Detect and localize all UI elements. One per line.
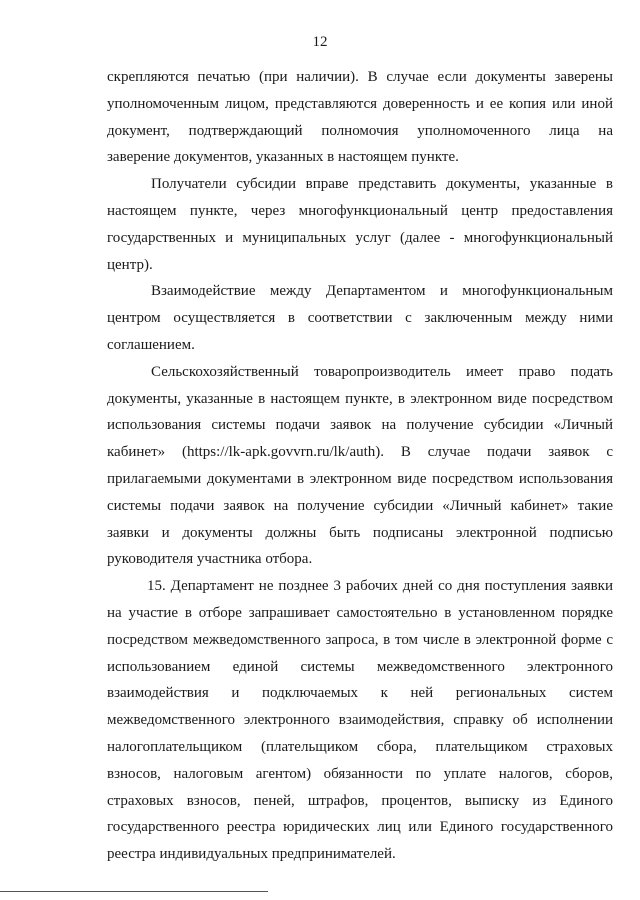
text-line: системы подачи заявок на получение субсидии «Личный кабинет» такие (107, 497, 613, 514)
page-number: 12 (312, 34, 328, 50)
text-line: скрепляются печатью (при наличии). В случае если документы заверены (107, 69, 613, 85)
text-line: взносов, налоговым агентом) обязанности по уплате налогов, сборов, (107, 765, 613, 782)
text-line: уполномоченным лицом, представляются доверенность и ее копия или иной (107, 95, 613, 112)
footnote-divider (0, 891, 268, 892)
text-line: центр). (107, 256, 153, 273)
text-line: налогоплательщиком (плательщиком сбора, плательщиком страховых (107, 738, 613, 755)
text-line: реестра индивидуальных предпринимателей. (107, 846, 396, 863)
text-line: использования системы подачи заявок на получение субсидии «Личный (107, 417, 613, 434)
text-line: руководителя участника отбора. (107, 551, 313, 568)
text-line: государственного реестра юридических лиц или Единого государственного (107, 819, 613, 836)
paragraph-first-line: Получатели субсидии вправе представить документы, указанные в (151, 176, 613, 193)
text-line: на участие в отборе запрашивает самостоятельно в установленном порядке (107, 604, 613, 621)
text-line: посредством межведомственного запроса, в том числе в электронной форме с (107, 631, 613, 648)
text-line: настоящем пункте, через многофункциональный центр предоставления (107, 202, 613, 219)
text-line: государственных и муниципальных услуг (далее - многофункциональный (107, 229, 613, 246)
text-line: страховых взносов, пеней, штрафов, процентов, выписку из Единого (107, 792, 613, 809)
paragraph-first-line: 15. Департамент не позднее 3 рабочих дней со дня поступления заявки (147, 578, 613, 595)
text-line: заверение документов, указанных в настоящем пункте. (107, 149, 459, 166)
text-line: документ, подтверждающий полномочия уполномоченного лица на (107, 122, 613, 139)
text-line: использованием единой системы межведомственного электронного (107, 658, 613, 675)
text-line: центром осуществляется в соответствии с заключенным между ними (107, 310, 613, 327)
text-line: соглашением. (107, 336, 195, 353)
text-line: документы, указанные в настоящем пункте, в электронном виде посредством (107, 390, 613, 407)
text-line: прилагаемыми документами в электронном виде посредством использования (107, 470, 613, 487)
text-line: взаимодействия и подключаемых к ней региональных систем (107, 685, 613, 702)
text-line: заявки и документы должны быть подписаны электронной подписью (107, 524, 613, 541)
text-line: кабинет» (https://lk-apk.govvrn.ru/lk/auth). В случае подачи заявок с (107, 444, 613, 461)
document-body (107, 64, 613, 868)
paragraph-first-line: Сельскохозяйственный товаропроизводитель имеет право подать (151, 363, 613, 380)
text-line: межведомственного электронного взаимодействия, справку об исполнении (107, 712, 613, 729)
paragraph-first-line: Взаимодействие между Департаментом и многофункциональным (151, 283, 613, 300)
